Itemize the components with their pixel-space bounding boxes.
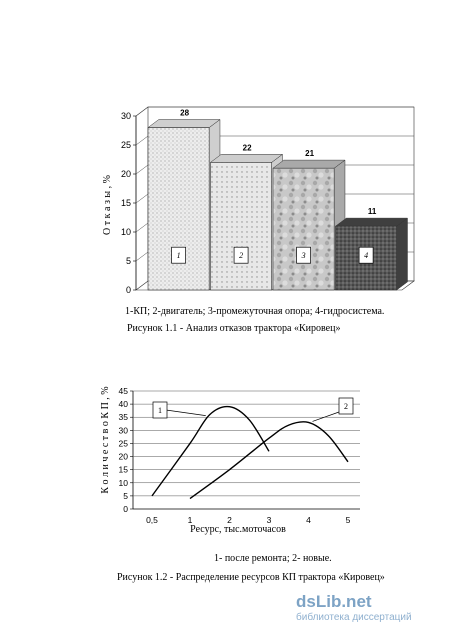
bar-chart-y-tick-label: 15 [120, 198, 131, 208]
bar-side [397, 218, 408, 290]
bar-category-label: 3 [301, 251, 306, 261]
callout-label: 1 [158, 406, 162, 415]
line-chart-series [152, 407, 348, 499]
bar-top [336, 218, 408, 226]
line-chart-x-tick-label: 3 [266, 515, 272, 525]
bar-chart-y-tick-label: 20 [120, 169, 131, 179]
line-series-1 [152, 407, 269, 496]
line-chart-y-tick-label: 35 [118, 412, 128, 423]
line-chart-legend-text: 1- после ремонта; 2- новые. [214, 553, 332, 564]
bar-category-label: 2 [239, 251, 244, 261]
line-chart-y-tick-label: 20 [118, 451, 128, 462]
line-chart-y-tick-labels [119, 386, 129, 514]
bar-value-label: 28 [180, 108, 190, 118]
bar-chart-y-tick-label: 0 [125, 285, 131, 295]
line-chart-x-tick-label: 4 [306, 515, 311, 525]
line-chart-x-tick-label: 0,5 [146, 515, 158, 525]
line-chart-x-tick-label: 1 [187, 515, 193, 525]
bar-chart-y-tick-labels [121, 111, 131, 295]
bar-top [211, 154, 283, 162]
bar [273, 168, 334, 290]
bar-chart-y-tick-label: 25 [120, 140, 131, 150]
bar-chart-y-tick-label: 5 [125, 256, 131, 266]
line-chart-y-tick-label: 45 [118, 386, 128, 396]
watermark [296, 592, 436, 626]
line-chart-y-axis-label: К о л и ч е с т в о К П , % [100, 386, 111, 494]
callout-leader [166, 410, 206, 416]
line-chart-x-axis-label: Ресурс, тыс.моточасов [190, 524, 286, 535]
bar-category-label: 1 [176, 251, 181, 261]
line-chart-y-tick-label: 40 [118, 399, 128, 410]
line-chart-x-tick-label: 2 [227, 515, 232, 525]
line-chart-y-tick-label: 5 [123, 490, 128, 501]
bar-chart-y-tick-label: 30 [120, 111, 131, 121]
bar-value-label: 11 [367, 207, 377, 217]
bar-chart-figure-caption: Рисунок 1.1 - Анализ отказов трактора «Кировец» [127, 323, 341, 334]
line-chart-x-tick-label: 5 [345, 515, 351, 525]
line-chart-y-tick-label: 0 [123, 504, 128, 514]
bar [148, 128, 209, 290]
bar-top [148, 120, 220, 128]
bar [211, 162, 272, 290]
bar-chart-legend-text: 1-КП; 2-двигатель; 3-промежуточная опора; 4-гидросистема. [125, 306, 385, 317]
bar-chart-y-axis-label: О т к а з ы , % [102, 175, 113, 235]
line-chart-y-tick-label: 15 [118, 464, 128, 475]
callout-label: 2 [344, 402, 348, 411]
watermark-subtitle: библиотека диссертаций [296, 612, 412, 623]
line-series-2 [190, 422, 348, 499]
bar-value-label: 21 [305, 149, 315, 159]
line-chart-series-callouts [153, 398, 353, 421]
line-chart-figure-caption: Рисунок 1.2 - Распределение ресурсов КП трактора «Кировец» [117, 572, 385, 583]
callout-leader [313, 412, 340, 421]
bar-value-label: 22 [242, 143, 252, 153]
watermark-logo: dsLib.net [296, 592, 372, 611]
bar-chart-y-tick-label: 10 [120, 227, 131, 237]
bar-top [273, 160, 345, 168]
line-chart-y-tick-label: 10 [118, 477, 128, 488]
line-chart-y-tick-label: 30 [118, 425, 128, 436]
bar-category-label: 4 [364, 251, 369, 261]
line-chart-y-tick-label: 25 [118, 438, 128, 449]
